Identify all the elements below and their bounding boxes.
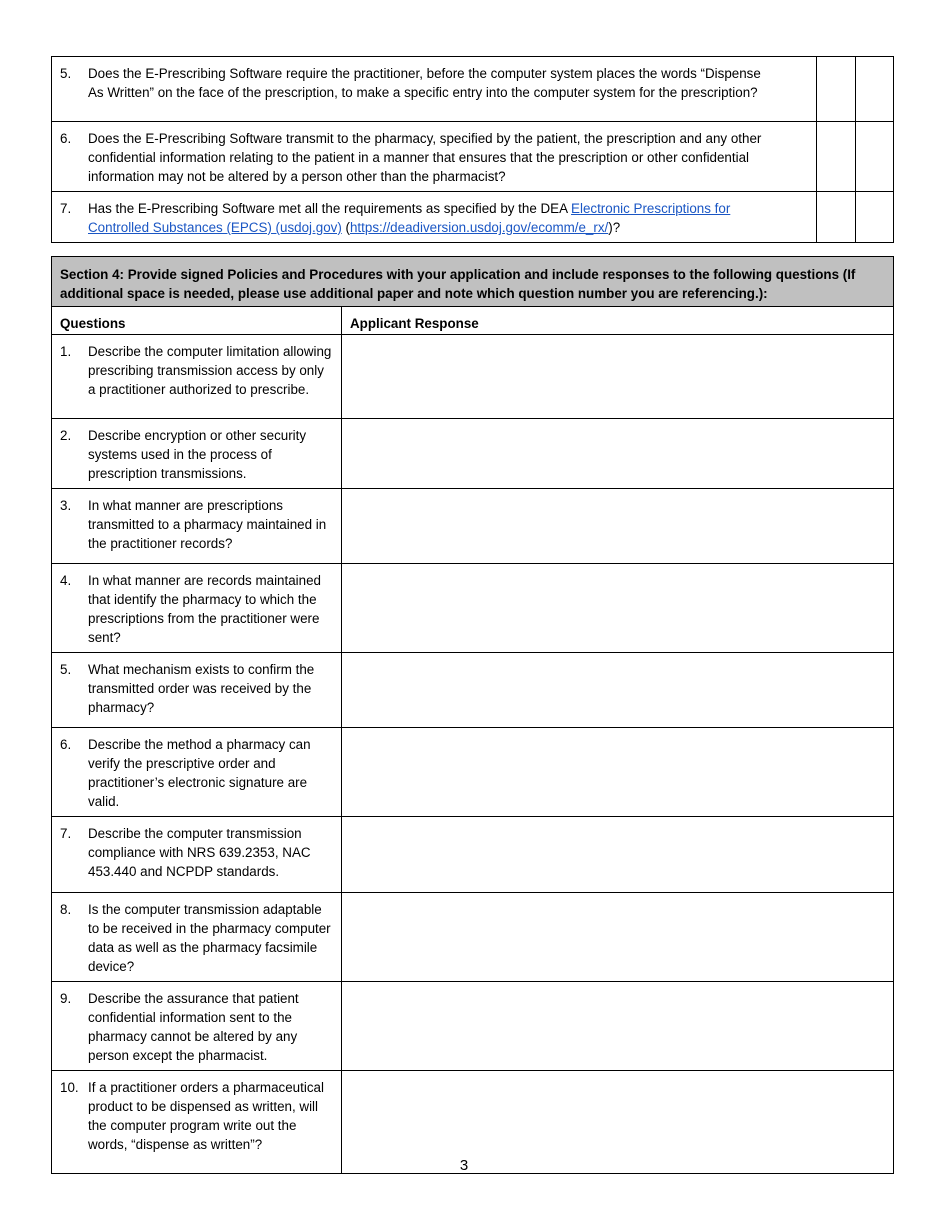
table-row [52,489,894,564]
question-number: 10. [60,1080,79,1095]
question-text: Describe the computer transmission compliance with NRS 639.2353, NAC 453.440 and NCPDP standards. [88,826,311,879]
answer-cell-no[interactable] [855,192,893,243]
table-row [52,817,894,893]
question-number: 4. [60,573,72,588]
question-text: Does the E-Prescribing Software require the practitioner, before the computer system places the words “Dispense As Written” on the face of the prescription, to make a specific entry into the computer system for the prescription? [88,66,761,100]
answer-cell-yes[interactable] [817,57,855,122]
answer-cell-no[interactable] [855,122,893,192]
table-row [52,122,894,192]
question-number: 2. [60,428,72,443]
table-row [52,653,894,728]
table-row [52,982,894,1071]
column-header-row [52,307,894,335]
response-column-header: Applicant Response [342,307,894,335]
applicant-response-field[interactable] [342,728,894,817]
question-number: 6. [60,737,72,752]
answer-cell-no[interactable] [855,57,893,122]
question-number: 5. [60,662,72,677]
table-row [52,57,894,122]
table-row [52,192,894,243]
applicant-response-field[interactable] [342,817,894,893]
question-number: 7. [60,826,72,841]
table-row [52,728,894,817]
question-text: Describe encryption or other security systems used in the process of prescription transmissions. [88,428,307,481]
applicant-response-field[interactable] [342,564,894,653]
question-text: Describe the assurance that patient confidential information sent to the pharmacy cannot be altered by any person except the pharmacist. [88,991,299,1063]
epcs-link[interactable]: Electronic Prescriptions for Controlled Substances (EPCS) (usdoj.gov) [88,201,731,235]
question-text: Is the computer transmission adaptable to be received in the pharmacy computer data as well as the pharmacy facsimile device? [88,902,331,974]
section4-table [51,256,894,1174]
applicant-response-field[interactable] [342,419,894,489]
table-row [52,893,894,982]
applicant-response-field[interactable] [342,653,894,728]
section-header: Section 4: Provide signed Policies and Procedures with your application and include responses to the following questions (If additional space is needed, please use additional paper and note which question number you are referencing.): [52,257,894,307]
question-number: 6. [60,131,72,146]
question-text: Describe the method a pharmacy can verify the prescriptive order and practitioner’s electronic signature are valid. [88,737,311,809]
question-text: Describe the computer limitation allowing prescribing transmission access by only a practitioner authorized to prescribe. [88,344,332,397]
page-number: 3 [459,1157,469,1174]
answer-cell-yes[interactable] [817,192,855,243]
question-number: 9. [60,991,72,1006]
question-number: 3. [60,498,72,513]
applicant-response-field[interactable] [342,982,894,1071]
question-text: Has the E-Prescribing Software met all the requirements as specified by the DEA Electronic Prescriptions for Controlled Substances (EPCS) (usdoj.gov) (https://deadiversion.usdoj.gov/ecomm/e_rx/)? [88,201,731,235]
answer-cell-yes[interactable] [817,122,855,192]
table-row [52,419,894,489]
question-number: 8. [60,902,72,917]
section-header-row [52,257,894,307]
applicant-response-field[interactable] [342,489,894,564]
question-text: If a practitioner orders a pharmaceutical product to be dispensed as written, will the computer program write out the words, “dispense as written”? [88,1080,324,1152]
question-number: 7. [60,201,72,216]
applicant-response-field[interactable] [342,335,894,419]
table-row [52,564,894,653]
question-text: In what manner are prescriptions transmitted to a pharmacy maintained in the practitioner records? [88,498,327,551]
top-question-table [51,56,894,243]
question-text: What mechanism exists to confirm the transmitted order was received by the pharmacy? [88,662,315,715]
applicant-response-field[interactable] [342,893,894,982]
questions-column-header: Questions [52,307,342,335]
question-number: 5. [60,66,72,81]
deadiversion-url-link[interactable]: https://deadiversion.usdoj.gov/ecomm/e_rx/ [349,220,609,235]
question-text: In what manner are records maintained that identify the pharmacy to which the prescriptions from the practitioner were sent? [88,573,321,645]
question-number: 1. [60,344,72,359]
question-text: Does the E-Prescribing Software transmit to the pharmacy, specified by the patient, the prescription and any other confidential information relating to the patient in a manner that ensures that the prescription or other confidential information may not be altered by a person other than the pharmacist? [88,131,762,184]
table-row [52,335,894,419]
